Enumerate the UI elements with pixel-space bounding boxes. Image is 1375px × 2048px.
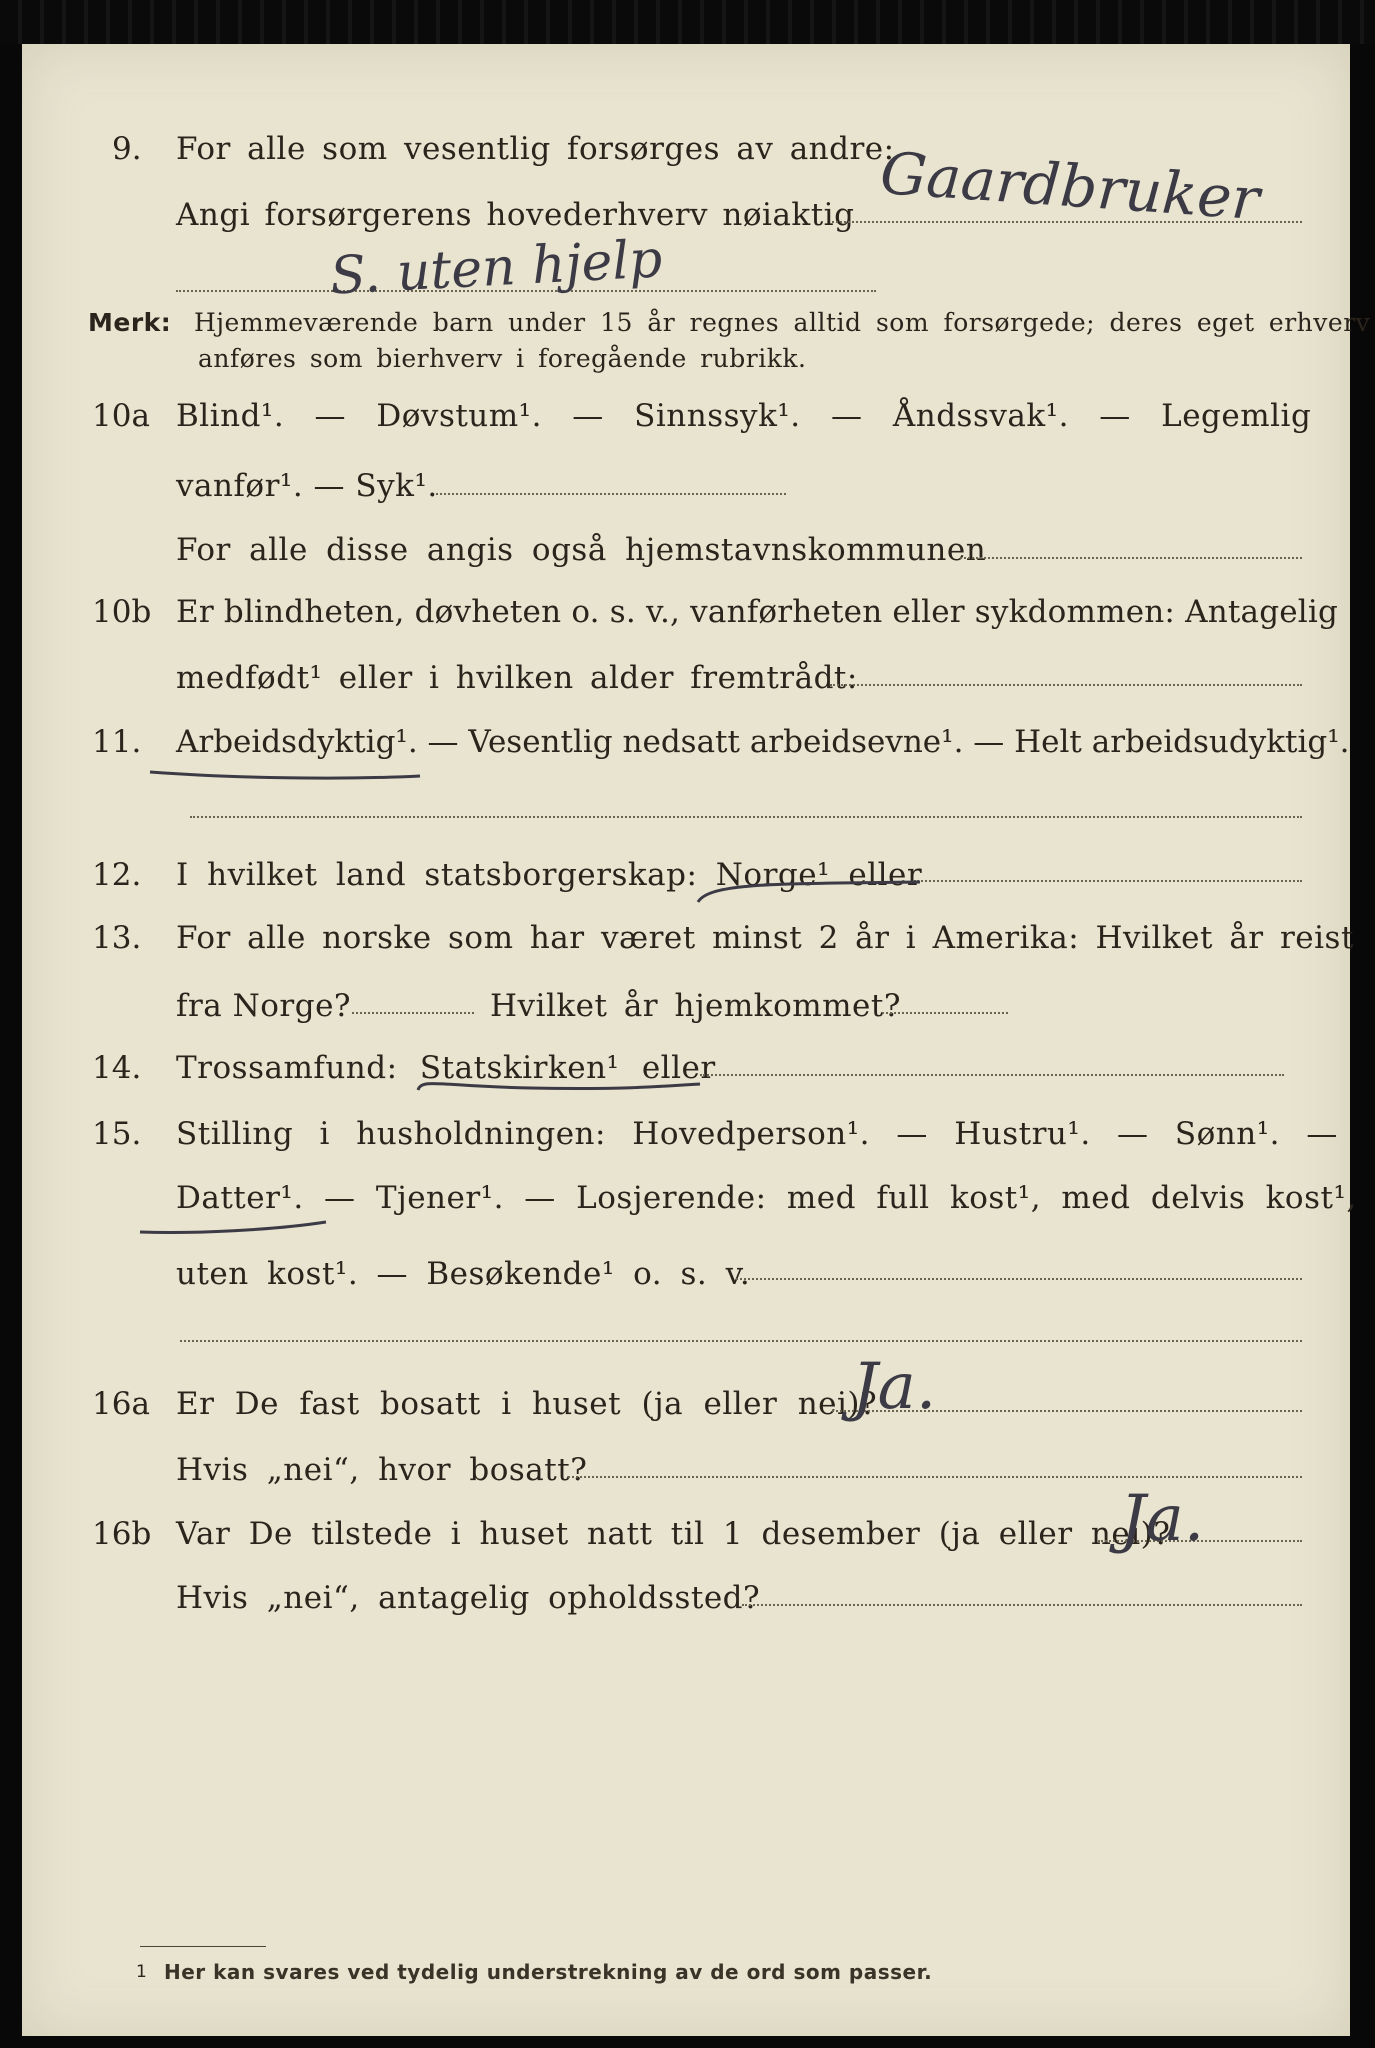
merk-line2: anføres som bierhverv i foregående rubrikk. xyxy=(198,344,807,373)
q10a-line2: vanfør¹. — Syk¹. xyxy=(176,468,438,504)
q16a-number: 16a xyxy=(92,1386,150,1422)
q12-number: 12. xyxy=(92,857,142,893)
q15-number: 15. xyxy=(92,1116,142,1152)
q16b-line1: Var De tilstede i huset natt til 1 desember (ja eller nei)? xyxy=(176,1516,1171,1552)
q10a-line1: Blind¹. — Døvstum¹. — Sinnssyk¹. — Åndssvak¹. — Legemlig xyxy=(176,398,1312,434)
q16a-line1: Er De fast bosatt i huset (ja eller nei)? xyxy=(176,1386,878,1422)
q16b-line2: Hvis „nei“, antagelig opholdssted? xyxy=(176,1580,761,1616)
q10b-line2: medfødt¹ eller i hvilken alder fremtrådt: xyxy=(176,660,858,696)
q14-number: 14. xyxy=(92,1050,142,1086)
q14-line1: Trossamfund: Statskirken¹ eller xyxy=(176,1050,716,1086)
q9-question-line1: For alle som vesentlig forsørges av andre: xyxy=(176,131,895,167)
q13-line2a: fra Norge? xyxy=(176,988,352,1024)
q12-answer-line xyxy=(914,880,1302,882)
q11-line1: Arbeidsdyktig¹. — Vesentlig nedsatt arbeidsevne¹. — Helt arbeidsudyktig¹. xyxy=(176,724,1350,760)
q10b-answer-line xyxy=(830,684,1302,686)
scan-border xyxy=(0,0,1375,44)
q15-line3: uten kost¹. — Besøkende¹ o. s. v. xyxy=(176,1256,751,1292)
q13-line1: For alle norske som har været minst 2 år i Amerika: Hvilket år reist xyxy=(176,920,1354,956)
q10a-number: 10a xyxy=(92,398,150,434)
q16b-handwritten-answer: Ja. xyxy=(1120,1482,1205,1556)
q9-question-line2: Angi forsørgerens hovederhverv nøiaktig xyxy=(176,197,855,233)
q16b-number: 16b xyxy=(92,1516,152,1552)
q15-answer-line1 xyxy=(736,1278,1302,1280)
footnote-marker: 1 xyxy=(136,1962,148,1982)
q10b-line1: Er blindheten, døvheten o. s. v., vanførheten eller sykdommen: Antagelig xyxy=(176,594,1339,630)
q10a-answer-line xyxy=(436,493,786,495)
q13-line2b: Hvilket år hjemkommet? xyxy=(490,988,901,1024)
q9-number: 9. xyxy=(112,131,142,167)
q11-number: 11. xyxy=(92,724,142,760)
q9-handwritten-answer1: Gaardbruker xyxy=(878,138,1262,234)
q10a-hometown-line xyxy=(960,557,1302,559)
q16a-handwritten-answer: Ja. xyxy=(852,1350,937,1424)
q13-return-year-line xyxy=(882,1012,1008,1014)
q15-line2: Datter¹. — Tjener¹. — Losjerende: med full kost¹, med delvis kost¹, xyxy=(176,1180,1357,1216)
q10a-line3: For alle disse angis også hjemstavnskommunen xyxy=(176,532,987,568)
q15-line1: Stilling i husholdningen: Hovedperson¹. — Hustru¹. — Sønn¹. — xyxy=(176,1116,1338,1152)
merk-label: Merk: xyxy=(88,308,172,337)
footnote-text: Her kan svares ved tydelig understrekning av de ord som passer. xyxy=(164,1960,933,1984)
q13-emigration-year-line xyxy=(352,1012,474,1014)
q13-number: 13. xyxy=(92,920,142,956)
q9-handwritten-answer2: S. uten hjelp xyxy=(328,229,664,307)
footnote-rule xyxy=(140,1946,266,1947)
q15-answer-line2 xyxy=(180,1340,1302,1342)
merk-line1: Hjemmeværende barn under 15 år regnes alltid som forsørgede; deres eget erhverv xyxy=(194,308,1371,337)
q16a-line2: Hvis „nei“, hvor bosatt? xyxy=(176,1452,588,1488)
q10b-number: 10b xyxy=(92,594,152,630)
q16b-location-line xyxy=(742,1604,1302,1606)
census-form-page xyxy=(22,44,1350,2036)
q11-answer-line xyxy=(190,816,1302,818)
q16a-residence-line xyxy=(568,1476,1302,1478)
q14-answer-line xyxy=(700,1074,1284,1076)
q12-line1: I hvilket land statsborgerskap: Norge¹ eller xyxy=(176,857,923,893)
